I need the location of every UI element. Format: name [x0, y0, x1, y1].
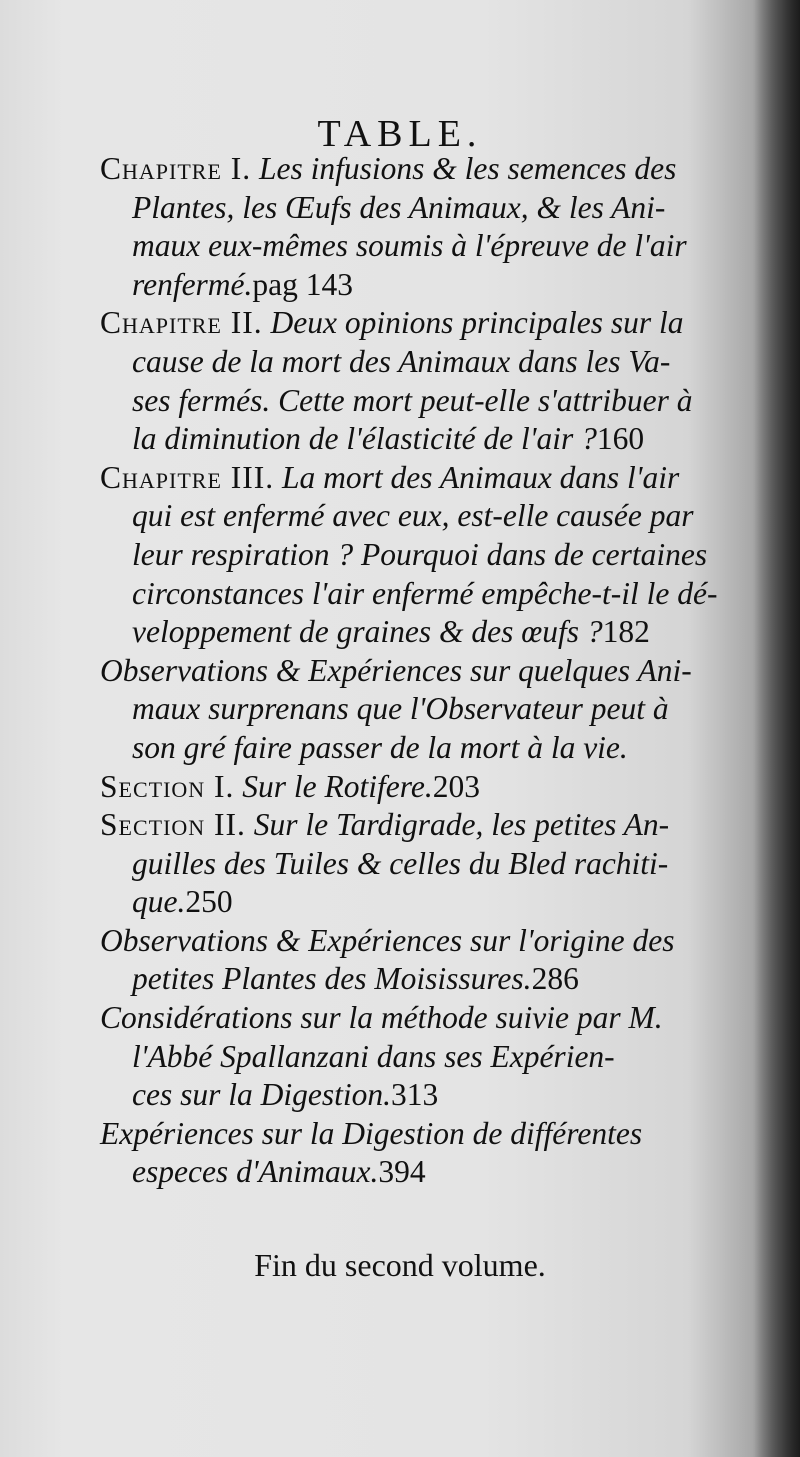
toc-page-number: 313 [390, 1077, 439, 1113]
toc-entry-last-line [100, 960, 706, 999]
toc-entry-line [100, 497, 706, 536]
toc-entry-label: Chapitre I. [100, 151, 252, 186]
toc-entry-line-content [132, 421, 597, 456]
toc-entry-text: Sur le Tardigrade, les petites An- [253, 807, 670, 843]
table-of-contents [100, 150, 718, 1192]
toc-entry-last-line [100, 1153, 706, 1192]
toc-entry-text: l'Abbé Spallanzani dans ses Expérien- [132, 1038, 615, 1074]
toc-page-number: 250 [185, 884, 233, 920]
toc-entry-text: cause de la mort des Animaux dans les Va- [132, 343, 671, 379]
closing-line: Fin du second volume. [254, 1247, 546, 1283]
toc-entry-text: Sur le Rotifere. [242, 768, 433, 804]
toc-entry-line-content [132, 267, 252, 302]
toc-entry-line [100, 304, 706, 343]
toc-page-number: 160 [596, 421, 645, 457]
toc-entry-text: Plantes, les Œufs des Animaux, & les Ani- [132, 189, 666, 225]
toc-entry-label: Chapitre III. [100, 459, 275, 495]
toc-entry-text: maux eux-mêmes soumis à l'épreuve de l'air [132, 228, 687, 264]
toc-entry-text: ses fermés. Cette mort peut-elle s'attribuer à [132, 382, 693, 418]
toc-entry-line [100, 343, 706, 382]
toc-entry-text: guilles des Tuiles & celles du Bled rachiti- [132, 845, 669, 881]
toc-entry-last-line [100, 266, 706, 305]
toc-entry-text: maux surprenans que l'Observateur peut à [132, 691, 669, 727]
toc-entry-last-line [100, 768, 706, 807]
toc-entry-text: Observations & Expériences sur l'origine des [100, 922, 675, 958]
toc-page-number: 286 [531, 961, 579, 997]
toc-entry-text: renfermé. [132, 266, 253, 302]
toc-entry-last-line [100, 613, 706, 652]
toc-entry-line [100, 922, 706, 961]
toc-entry-line [100, 459, 706, 498]
toc-entry [100, 1115, 706, 1192]
toc-entry-line [100, 652, 706, 691]
toc-page-number: pag 143 [252, 266, 354, 302]
toc-entry-text: qui est enfermé avec eux, est-elle causée par [132, 498, 694, 534]
toc-entry-line [100, 150, 706, 189]
toc-entry [100, 150, 706, 304]
toc-entry-text: leur respiration ? Pourquoi dans de certaines [132, 536, 708, 572]
toc-entry-line-content [100, 769, 433, 804]
toc-entry-line [100, 806, 706, 845]
toc-entry-line [100, 382, 706, 421]
toc-entry-line-content [132, 1154, 378, 1189]
toc-entry-last-line [100, 1076, 706, 1115]
toc-entry-line [100, 999, 706, 1038]
toc-entry-text: especes d'Animaux. [132, 1154, 379, 1190]
toc-entry-text: son gré faire passer de la mort à la vie. [132, 729, 628, 765]
toc-entry-text: circonstances l'air enfermé empêche-t-il le dé- [132, 575, 718, 611]
toc-entry-text: ces sur la Digestion. [132, 1077, 391, 1113]
toc-entry [100, 999, 706, 1115]
toc-entry-line [100, 1115, 706, 1154]
toc-entry-line [100, 189, 706, 228]
toc-entry-text: Les infusions & les semences des [259, 151, 677, 186]
toc-entry-label: Section I. [100, 768, 235, 804]
toc-entry-text: Considérations sur la méthode suivie par M. [100, 1000, 663, 1036]
toc-entry-line [100, 575, 718, 614]
toc-entry-label: Section II. [100, 807, 246, 843]
toc-entry-text: La mort des Animaux dans l'air [282, 459, 680, 495]
toc-entry-line [100, 1038, 706, 1077]
toc-entry-text: Observations & Expériences sur quelques Ani- [100, 652, 692, 688]
toc-entry-text: petites Plantes des Moisissures. [132, 961, 532, 997]
toc-entry-line-content [132, 961, 532, 996]
toc-entry-line-content [132, 1077, 391, 1112]
toc-entry-text: veloppement de graines & des œufs ? [132, 614, 603, 650]
toc-page-number: 203 [432, 768, 480, 804]
toc-entry-last-line [100, 420, 706, 459]
toc-entry-line [100, 845, 706, 884]
toc-entry-label: Chapitre II. [100, 305, 263, 341]
toc-entry-last-line [100, 883, 706, 922]
toc-entry-text: Expériences sur la Digestion de différentes [100, 1115, 643, 1151]
toc-entry-text: la diminution de l'élasticité de l'air ? [132, 421, 597, 457]
toc-entry-line [100, 227, 706, 266]
toc-entry-line [100, 536, 706, 575]
toc-page-number: 394 [378, 1154, 426, 1190]
toc-entry [100, 459, 718, 652]
toc-entry [100, 304, 706, 458]
toc-entry [100, 652, 706, 768]
toc-entry-last-line [100, 729, 706, 768]
toc-entry-line-content [132, 884, 185, 919]
toc-entry-text: que. [132, 884, 186, 920]
toc-entry-line-content [132, 614, 603, 649]
toc-page-number: 182 [602, 614, 650, 650]
toc-entry-line-content [132, 730, 628, 765]
toc-entry-text: Deux opinions principales sur la [270, 305, 684, 341]
page-title: TABLE. [317, 113, 483, 155]
toc-entry [100, 768, 706, 807]
toc-entry-line [100, 690, 706, 729]
toc-entry [100, 922, 706, 999]
toc-entry [100, 806, 706, 922]
